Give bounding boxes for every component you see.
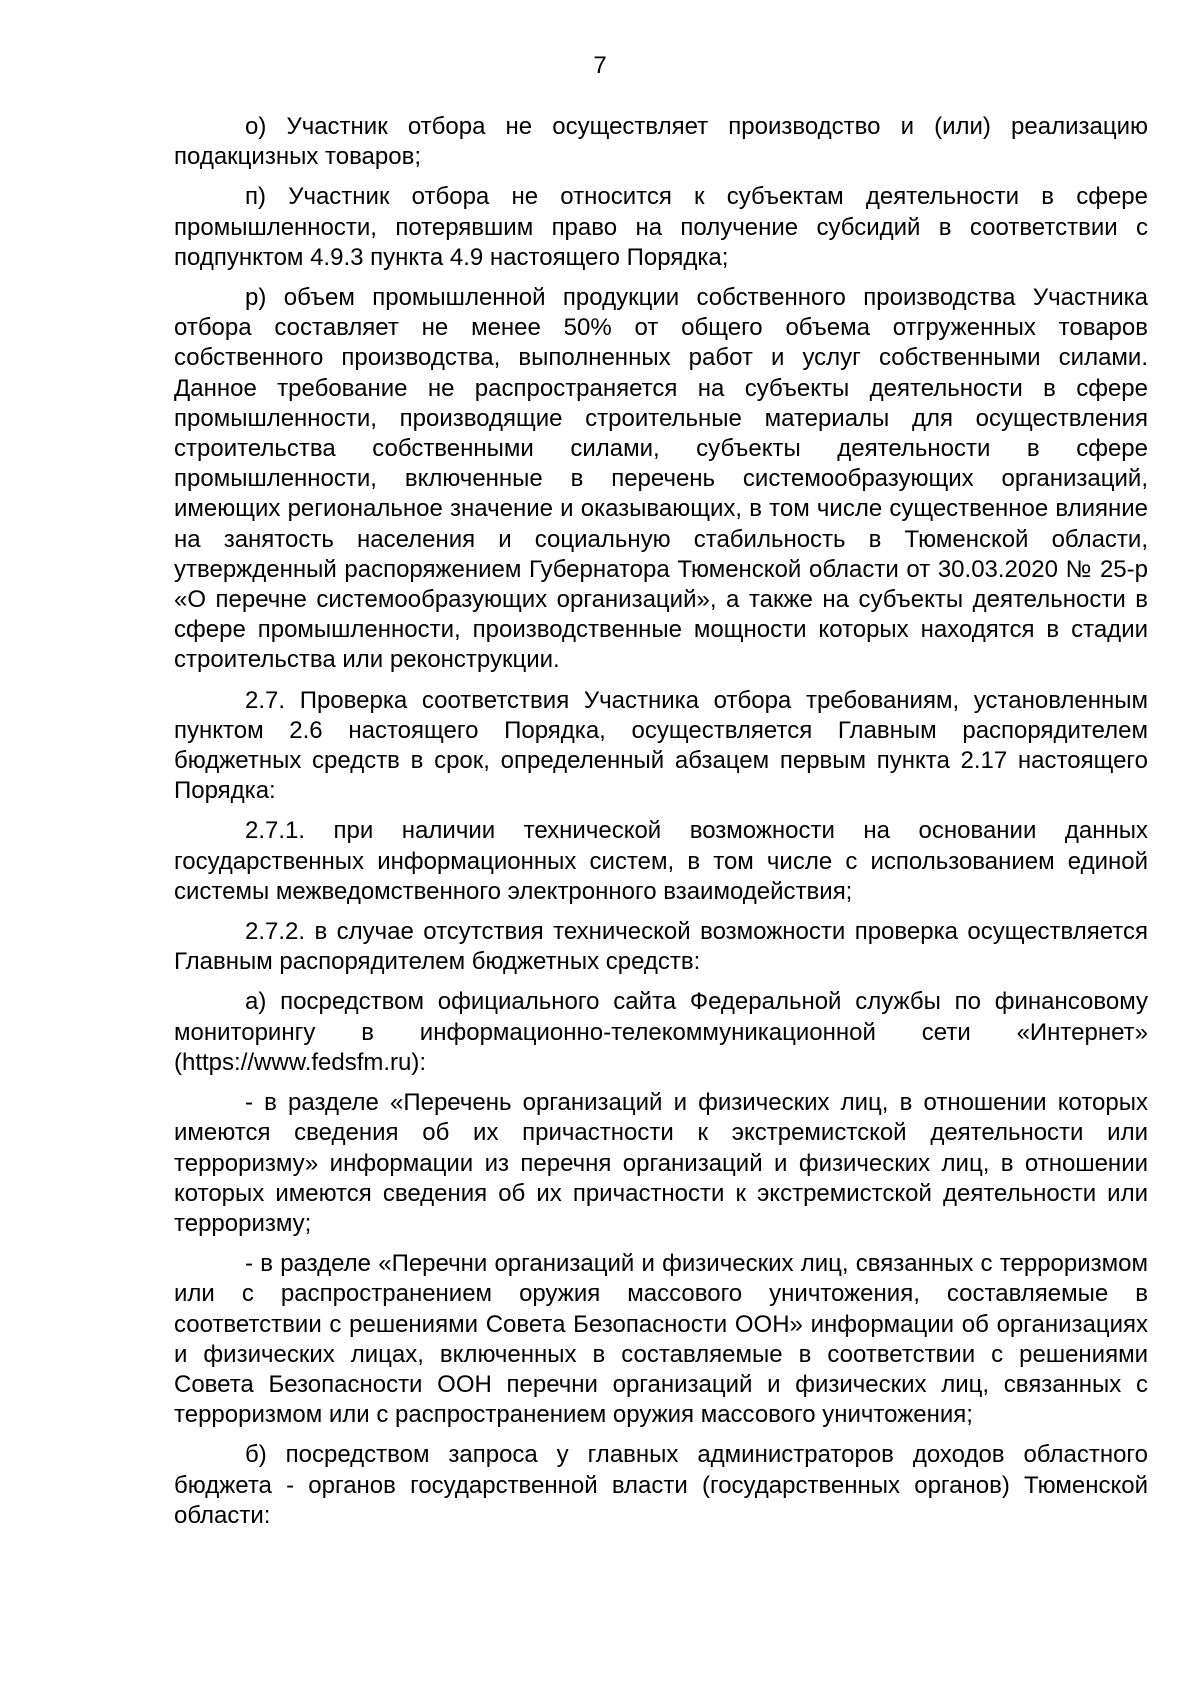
paragraph-2-7: 2.7. Проверка соответствия Участника отбора требованиям, установленным пунктом 2.6 настоящего Порядка, осуществляется Главным распорядителем бюджетных средств в срок, определенный абзацем первым пункта 2.17 настоящего Порядка: <box>174 686 1148 805</box>
paragraph-extremist-list: - в разделе «Перечень организаций и физических лиц, в отношении которых имеются сведения об их причастности к экстремистской деятельности или терроризму» информации из перечня организаций и физических лиц, в отношении которых имеются сведения об их причастности к экстремистской деятельности или терроризму; <box>174 1089 1148 1237</box>
paragraph-a: а) посредством официального сайта Федеральной службы по финансовому мониторингу в информационно-телекоммуникационной сети «Интернет» (https://www.fedsfm.ru): <box>174 988 1148 1076</box>
paragraph-r: р) объем промышленной продукции собственного производства Участника отбора составляет не менее 50% от общего объема отгруженных товаров собственного производства, выполненных работ и услуг собственными силами. Данное требование не распространяется на субъекты деятельности в сфере промышленности, производящие строительные материалы для осуществления строительства собственными силами, субъекты деятельности в сфере промышленности, включенные в перечень системообразующих организаций, имеющих региональное значение и оказывающих, в том числе существенное влияние на занятость населения и социальную стабильность в Тюменской области, утвержденный распоряжением Губернатора Тюменской области от 30.03.2020 № 25-р «О перечне системообразующих организаций», а также на субъекты деятельности в сфере промышленности, производственные мощности которых находятся в стадии строительства или реконструкции. <box>174 284 1148 674</box>
paragraph-un-list: - в разделе «Перечни организаций и физических лиц, связанных с терроризмом или с распространением оружия массового уничтожения, составляемые в соответствии с решениями Совета Безопасности ООН» информации об организациях и физических лицах, включенных в составляемые в соответствии с решениями Совета Безопасности ООН перечни организаций и физических лиц, связанных с терроризмом или с распространением оружия массового уничтожения; <box>174 1250 1148 1429</box>
paragraph-o: о) Участник отбора не осуществляет производство и (или) реализацию подакцизных товаров; <box>174 113 1148 171</box>
paragraph-2-7-2: 2.7.2. в случае отсутствия технической возможности проверка осуществляется Главным распорядителем бюджетных средств: <box>174 918 1148 976</box>
page-number: 7 <box>593 52 607 79</box>
paragraph-b: б) посредством запроса у главных администраторов доходов областного бюджета - органов государственной власти (государственных органов) Тюменской области: <box>174 1441 1148 1529</box>
paragraph-p: п) Участник отбора не относится к субъектам деятельности в сфере промышленности, потерявшим право на получение субсидий в соответствии с подпунктом 4.9.3 пункта 4.9 настоящего Порядка; <box>174 183 1148 271</box>
document-body <box>174 112 1148 1541</box>
paragraph-2-7-1: 2.7.1. при наличии технической возможности на основании данных государственных информационных систем, в том числе с использованием единой системы межведомственного электронного взаимодействия; <box>174 817 1148 905</box>
